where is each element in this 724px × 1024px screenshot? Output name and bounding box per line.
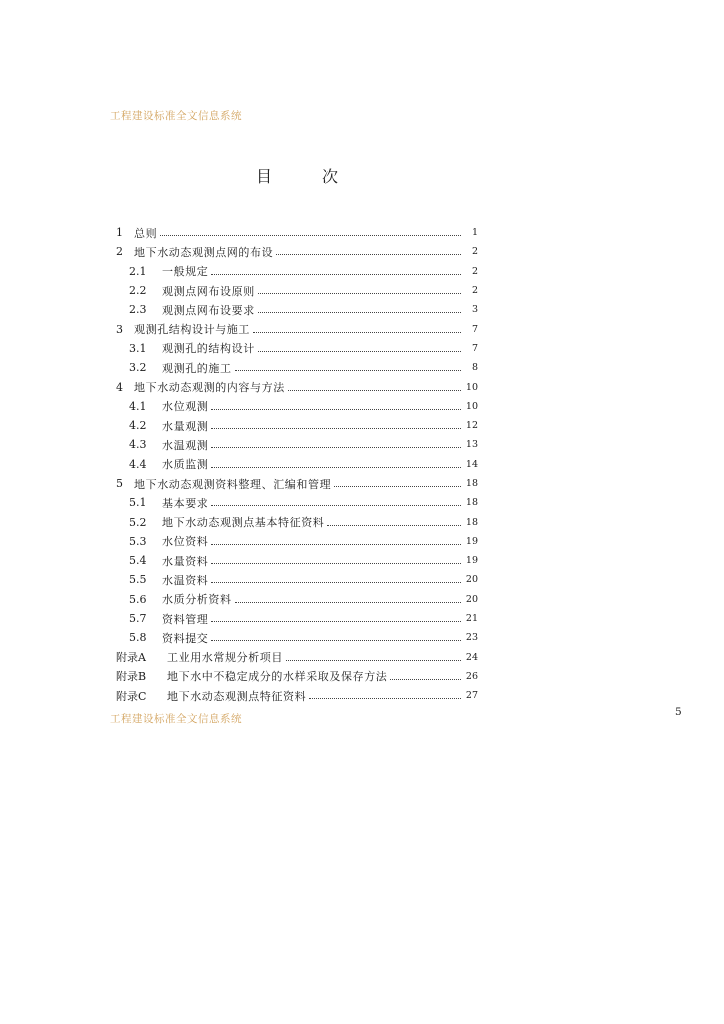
toc-entry[interactable] — [116, 339, 478, 358]
toc-title — [256, 164, 338, 187]
toc-entry-label: 水量资料 — [162, 554, 209, 568]
toc-entry-page: 10 — [465, 381, 478, 393]
toc-entry-label: 一般规定 — [162, 265, 209, 279]
toc-entry-label: 地下水动态观测的内容与方法 — [134, 381, 285, 395]
toc-entry-label: 观测点网布设要求 — [162, 303, 255, 317]
toc-entry-label: 水量观测 — [162, 419, 209, 433]
toc-entry-number: 4.2 — [129, 419, 147, 433]
toc-entry-page: 18 — [465, 497, 478, 509]
toc-entry-appendix[interactable] — [116, 648, 478, 667]
toc-entry-number: 4.4 — [129, 457, 147, 471]
toc-title-part1: 目 — [256, 167, 273, 186]
toc-leader-dots — [211, 630, 461, 641]
toc-entry-label: 水质分析资料 — [162, 593, 232, 607]
toc-entry-page: 27 — [465, 690, 478, 702]
toc-leader-dots — [258, 341, 461, 352]
toc-entry-number: 3.1 — [129, 341, 147, 355]
toc-leader-dots — [390, 669, 461, 680]
toc-entry[interactable] — [116, 377, 478, 396]
watermark-top: 工程建设标准全文信息系统 — [110, 110, 242, 122]
toc-entry-appendix[interactable] — [116, 667, 478, 686]
toc-entry[interactable] — [116, 319, 478, 338]
toc-leader-dots — [211, 437, 461, 448]
toc-entry-label: 观测点网布设原则 — [162, 284, 255, 298]
toc-entry[interactable] — [116, 474, 478, 493]
toc-leader-dots — [211, 611, 461, 622]
toc-entry-number: 附录B — [116, 670, 147, 684]
toc-leader-dots — [235, 592, 461, 603]
toc-entry-label: 观测孔的结构设计 — [162, 342, 255, 356]
toc-entry-number: 5.2 — [129, 515, 147, 529]
toc-entry-page: 20 — [465, 574, 478, 586]
toc-entry-label: 地下水动态观测点网的布设 — [134, 245, 274, 259]
toc-entry-label: 地下水动态观测资料整理、汇编和管理 — [134, 477, 332, 491]
toc-entry-label: 资料管理 — [162, 612, 209, 626]
toc-leader-dots — [211, 264, 461, 275]
toc-leader-dots — [258, 302, 461, 313]
toc-leader-dots — [211, 572, 461, 583]
toc-leader-dots — [309, 688, 461, 699]
toc-entry-label: 工业用水常规分析项目 — [167, 651, 283, 665]
toc-entry-number: 5.5 — [129, 573, 147, 587]
toc-entry-number: 5.6 — [129, 592, 147, 606]
table-of-contents — [116, 223, 478, 705]
toc-entry-number: 5.3 — [129, 534, 147, 548]
toc-entry-label: 资料提交 — [162, 631, 209, 645]
toc-entry-number: 1 — [116, 226, 123, 240]
toc-entry-page: 21 — [465, 613, 478, 625]
toc-entry-page: 18 — [465, 478, 478, 489]
toc-entry-label: 水温观测 — [162, 438, 209, 452]
toc-leader-dots — [235, 360, 461, 371]
toc-entry-label: 水位资料 — [162, 535, 209, 549]
toc-entry-page: 2 — [471, 285, 478, 297]
toc-entry-label: 水质监测 — [162, 458, 209, 472]
toc-entry[interactable] — [116, 397, 478, 416]
toc-entry[interactable] — [116, 300, 478, 319]
toc-leader-dots — [211, 418, 461, 429]
toc-entry[interactable] — [116, 435, 478, 454]
toc-entry-page: 12 — [465, 420, 478, 432]
toc-leader-dots — [211, 495, 461, 506]
toc-entry-page: 8 — [471, 362, 478, 374]
toc-entry-label: 地下水中不稳定成分的水样采取及保存方法 — [167, 670, 388, 684]
toc-entry-number: 5.1 — [129, 496, 147, 510]
toc-entry-page: 2 — [471, 246, 478, 258]
toc-entry[interactable] — [116, 590, 478, 609]
toc-leader-dots — [253, 322, 461, 333]
toc-entry-number: 4.1 — [129, 399, 147, 413]
toc-entry-number: 附录C — [116, 689, 147, 703]
toc-entry-number: 4.3 — [129, 438, 147, 452]
toc-entry-label: 基本要求 — [162, 496, 209, 510]
toc-entry-number: 2.2 — [129, 284, 147, 298]
toc-entry-number: 2 — [116, 245, 123, 259]
toc-entry-page: 7 — [471, 342, 478, 354]
toc-entry[interactable] — [116, 512, 478, 531]
toc-title-part2: 次 — [322, 167, 339, 186]
page-number: 5 — [675, 706, 682, 718]
toc-leader-dots — [327, 515, 461, 526]
toc-leader-dots — [258, 283, 461, 294]
toc-entry-page: 19 — [465, 555, 478, 567]
toc-leader-dots — [160, 225, 461, 236]
toc-leader-dots — [288, 380, 461, 391]
toc-leader-dots — [211, 399, 461, 410]
toc-entry-label: 水位观测 — [162, 400, 209, 414]
toc-entry-number: 2.1 — [129, 264, 147, 278]
toc-entry-label: 地下水动态观测点特征资料 — [167, 689, 307, 703]
toc-entry-number: 4 — [116, 380, 123, 394]
toc-entry-page: 3 — [471, 304, 478, 316]
toc-entry[interactable] — [116, 281, 478, 300]
toc-entry-page: 13 — [465, 439, 478, 451]
toc-leader-dots — [334, 476, 461, 487]
toc-entry[interactable] — [116, 223, 478, 242]
toc-entry-label: 总则 — [134, 226, 158, 240]
toc-entry-label: 地下水动态观测点基本特征资料 — [162, 516, 325, 530]
toc-entry-page: 20 — [465, 593, 478, 605]
toc-entry-page: 26 — [465, 670, 478, 682]
toc-leader-dots — [276, 244, 461, 255]
toc-entry-page: 14 — [465, 458, 478, 470]
toc-entry[interactable] — [116, 532, 478, 551]
toc-entry-page: 1 — [471, 227, 478, 239]
toc-leader-dots — [211, 553, 461, 564]
toc-entry-number: 5 — [116, 477, 123, 490]
toc-entry[interactable] — [116, 416, 478, 435]
toc-leader-dots — [211, 534, 461, 545]
toc-entry-number: 3 — [116, 322, 123, 336]
watermark-bottom: 工程建设标准全文信息系统 — [110, 713, 242, 725]
toc-entry-number: 5.7 — [129, 612, 147, 626]
toc-entry-appendix[interactable] — [116, 686, 478, 705]
toc-leader-dots — [286, 650, 461, 661]
toc-entry-page: 24 — [465, 651, 478, 663]
toc-entry[interactable] — [116, 493, 478, 512]
toc-entry-page: 18 — [465, 516, 478, 528]
toc-entry-number: 3.2 — [129, 361, 147, 375]
toc-entry[interactable] — [116, 262, 478, 281]
toc-entry[interactable] — [116, 358, 478, 377]
toc-entry-number: 5.8 — [129, 631, 147, 645]
toc-entry-page: 23 — [465, 632, 478, 644]
toc-entry[interactable] — [116, 242, 478, 261]
toc-entry[interactable] — [116, 570, 478, 589]
toc-entry-page: 2 — [471, 265, 478, 277]
toc-entry-label: 观测孔的施工 — [162, 361, 232, 375]
toc-entry-number: 5.4 — [129, 554, 147, 568]
toc-entry[interactable] — [116, 609, 478, 628]
toc-entry-page: 19 — [465, 535, 478, 547]
toc-entry-page: 10 — [465, 400, 478, 412]
toc-entry[interactable] — [116, 551, 478, 570]
toc-leader-dots — [211, 457, 461, 468]
toc-entry-label: 水温资料 — [162, 573, 209, 587]
toc-entry-label: 观测孔结构设计与施工 — [134, 323, 250, 337]
toc-entry-number: 2.3 — [129, 303, 147, 317]
toc-entry-number: 附录A — [116, 651, 146, 665]
toc-entry[interactable] — [116, 455, 478, 474]
toc-entry-page: 7 — [471, 323, 478, 335]
toc-entry[interactable] — [116, 628, 478, 647]
